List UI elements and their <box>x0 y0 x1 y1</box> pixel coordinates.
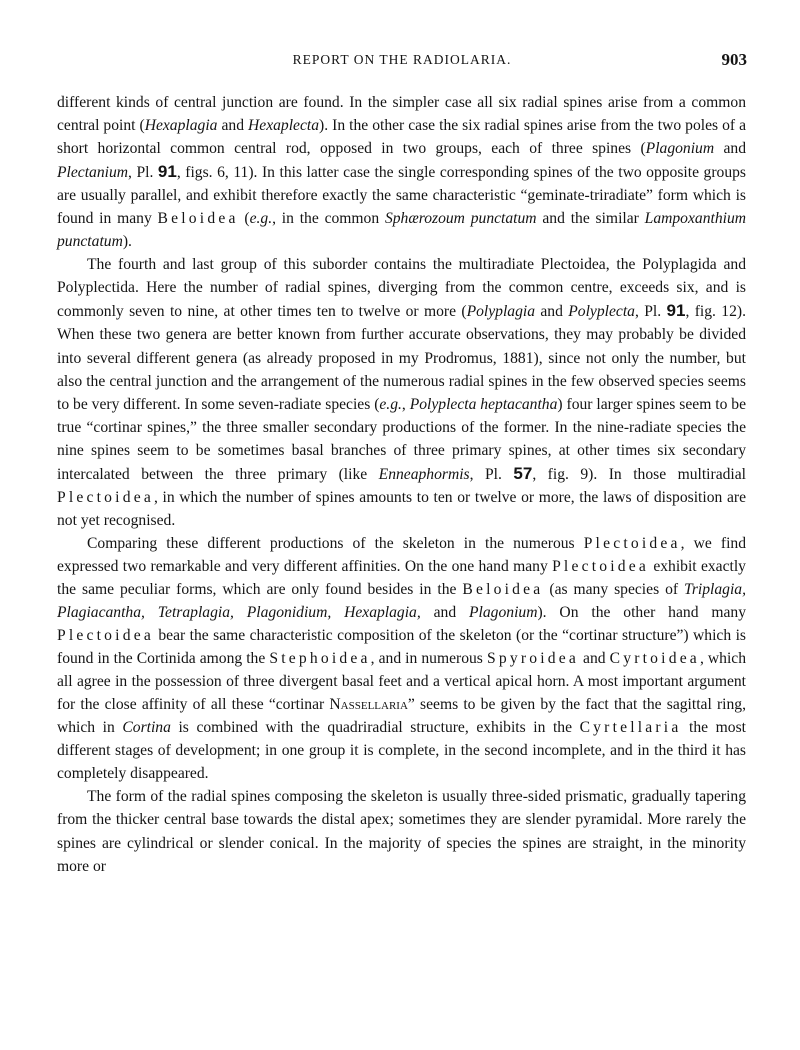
spaced-taxon: Stephoidea <box>269 650 371 668</box>
text-run: and <box>420 604 470 622</box>
italic-text: e.g. <box>249 210 273 228</box>
italic-text: Plagonium <box>469 604 538 622</box>
text-run: ). On the other hand many <box>537 604 747 622</box>
spaced-taxon: Beloidea <box>462 580 544 598</box>
plate-number: 91 <box>666 301 686 321</box>
italic-text: Plectanium <box>57 164 129 182</box>
page-number: 903 <box>721 50 747 69</box>
text-run: , figs. 6, 11). In this latter case the single corresponding spines of the two opposite groups are usually parallel, and exhibit therefore exactly the same characteristic “geminate-triradiate” form which is found in many <box>57 164 746 228</box>
text-run: and <box>578 650 610 668</box>
spaced-taxon: Plectoidea <box>57 488 154 506</box>
spaced-taxon: Spyroidea <box>486 650 579 668</box>
spaced-taxon: Cyrtellaria <box>579 719 682 737</box>
text-run: ( <box>238 210 250 228</box>
spaced-taxon: Plectoidea <box>583 534 681 552</box>
text-run: , in the common <box>272 210 385 228</box>
italic-text: Polyplagia <box>466 303 536 321</box>
paragraph-p2 <box>57 253 746 532</box>
text-run: The form of the radial spines composing the skeleton is usually three-sided prismatic, gradually tapering from the thicker central base towards the distal apex; sometimes they are slender pyramidal. More rarely the spines are cylindrical or slender conical. In the majority of species the spines are straight, in the minority more or <box>57 788 746 875</box>
italic-text: Polyplecta <box>568 303 635 321</box>
spaced-taxon: Beloidea <box>157 210 239 228</box>
text-run: , Pl. <box>634 303 667 321</box>
text-run: , which all agree in the possession of three divergent basal feet and a vertical apical horn. A most important argument for the close affinity of all these “cortinar <box>57 650 747 714</box>
paragraph-p1 <box>57 91 746 253</box>
text-run: , fig. 12). When these two genera are better known from further accurate observations, they may probably be divided into several different genera (as already proposed in my Prodromus, 1881), since not only the number, but also the central junction and the arrangement of the numerous radial spines in the few observed species seems to be very different. In some seven-radiate species ( <box>57 303 746 413</box>
italic-text: Polyplecta heptacantha <box>409 395 558 413</box>
text-run: and <box>714 140 746 158</box>
text-run: , Pl. <box>469 465 514 483</box>
text-run: is combined with the quadriradial structure, exhibits in the <box>170 719 580 737</box>
text-run: exhibit exactly the same peculiar forms, which are only found besides in the <box>57 557 746 598</box>
text-run: and <box>535 303 569 321</box>
italic-text: Lampoxanthium punctatum <box>57 210 747 251</box>
text-run: ). In the other case the six radial spines arise from the two poles of a short horizontal common central rod, opposed in two groups, each of three spines ( <box>57 117 746 158</box>
text-run: , we find expressed two remarkable and very different affinities. On the one hand many <box>57 534 746 575</box>
italic-text: Hexaplecta <box>248 117 320 135</box>
italic-text: Hexaplagia <box>144 117 218 135</box>
spaced-taxon: Plectoidea <box>552 557 650 575</box>
text-run: (as many species of <box>543 580 685 598</box>
text-run: ) four larger spines seem to be true “cortinar spines,” the three smaller secondary productions of the former. In the nine-radiate species the nine spines seem to be sometimes basal branches of three primary spines, at other times six secondary intercalated between the three primary (like <box>57 395 746 483</box>
text-run: , and in numerous <box>370 650 487 668</box>
spaced-taxon: Cyrtoidea <box>609 650 700 668</box>
running-head <box>57 50 747 72</box>
paragraph-p4 <box>57 785 746 877</box>
text-run: , in which the number of spines amounts to ten or twelve or more, the laws of disposition are not yet recognised. <box>57 488 746 529</box>
text-run: The fourth and last group of this suborder contains the multiradiate Plectoidea, the Polyplagida and Polyplectida. Here the number of radial spines, diverging from the common centre, exceeds six, and is commonly seven to nine, at other times ten to twelve or more ( <box>57 256 746 321</box>
text-run: Comparing these different productions of the skeleton in the numerous <box>87 534 584 552</box>
text-run: and <box>217 117 249 135</box>
running-title: REPORT ON THE RADIOLARIA. <box>292 52 512 67</box>
italic-text: Triplagia, Plagiacantha, Tetraplagia, Plagonidium, Hexaplagia, <box>57 580 746 622</box>
paragraph-p3 <box>57 532 746 786</box>
italic-text: e.g. <box>379 395 402 413</box>
text-run: the most different stages of development; in one group it is complete, in the second incomplete, and in the third it has completely disappeared. <box>57 719 746 783</box>
body-text <box>57 91 746 878</box>
plate-number: 91 <box>157 162 177 182</box>
text-run: ). <box>122 233 132 251</box>
text-run: , Pl. <box>128 164 158 182</box>
text-run: , fig. 9). In those multiradial <box>532 465 747 483</box>
text-run: , <box>401 395 410 413</box>
italic-text: Plagonium <box>645 140 715 158</box>
text-run: different kinds of central junction are found. In the simpler case all six radial spines arise from a common central point ( <box>57 94 746 135</box>
plate-number: 57 <box>513 463 533 483</box>
text-run: bear the same characteristic composition of the skeleton (or the “cortinar structure”) which is found in the Cortinida among the <box>57 627 746 668</box>
italic-text: Cortina <box>122 719 171 737</box>
spaced-taxon: Plectoidea <box>57 627 154 645</box>
text-run: ” seems to be given by the fact that the sagittal ring, which in <box>57 696 747 737</box>
italic-text: Enneaphormis <box>378 465 470 483</box>
text-run: and the similar <box>536 210 645 228</box>
italic-text: Sphærozoum punctatum <box>384 210 537 228</box>
small-caps-text: Nassellaria <box>329 696 408 714</box>
